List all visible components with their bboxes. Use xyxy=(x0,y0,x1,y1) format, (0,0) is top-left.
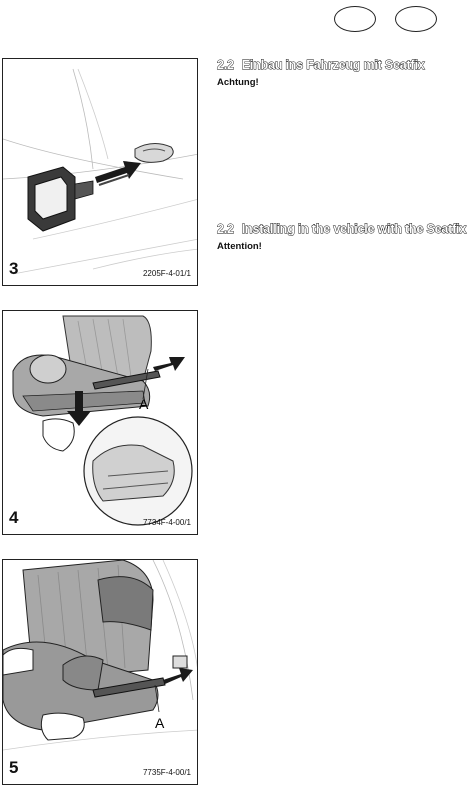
label-a: A xyxy=(139,396,149,412)
section-subtitle-en: Attention! xyxy=(217,241,262,252)
seatfix-connector-illustration xyxy=(3,59,198,286)
booster-seat-installed-illustration xyxy=(3,560,198,785)
figure-number: 4 xyxy=(9,508,19,527)
section-title: Einbau ins Fahrzeug mit Seatfix xyxy=(241,58,425,72)
section-heading-de xyxy=(217,58,425,72)
figure-code: 2205F-4-01/1 xyxy=(142,269,191,278)
language-badge-1 xyxy=(334,6,376,32)
label-a: A xyxy=(155,715,165,731)
figure-4 xyxy=(2,310,198,535)
section-subtitle-de: Achtung! xyxy=(217,77,259,88)
booster-seat-seatfix-illustration xyxy=(3,311,198,535)
section-heading-en xyxy=(217,222,466,236)
language-badge-2 xyxy=(395,6,437,32)
section-number: 2.2 xyxy=(217,58,234,72)
section-number: 2.2 xyxy=(217,222,234,236)
figure-number: 5 xyxy=(9,758,19,777)
figure-code: 7735F-4-00/1 xyxy=(142,768,191,777)
figure-5 xyxy=(2,559,198,785)
figure-code: 7734F-4-00/1 xyxy=(142,518,191,527)
figure-number: 3 xyxy=(9,259,19,278)
figure-3 xyxy=(2,58,198,286)
section-title: Installing in the vehicle with the Seatfix xyxy=(241,222,467,236)
